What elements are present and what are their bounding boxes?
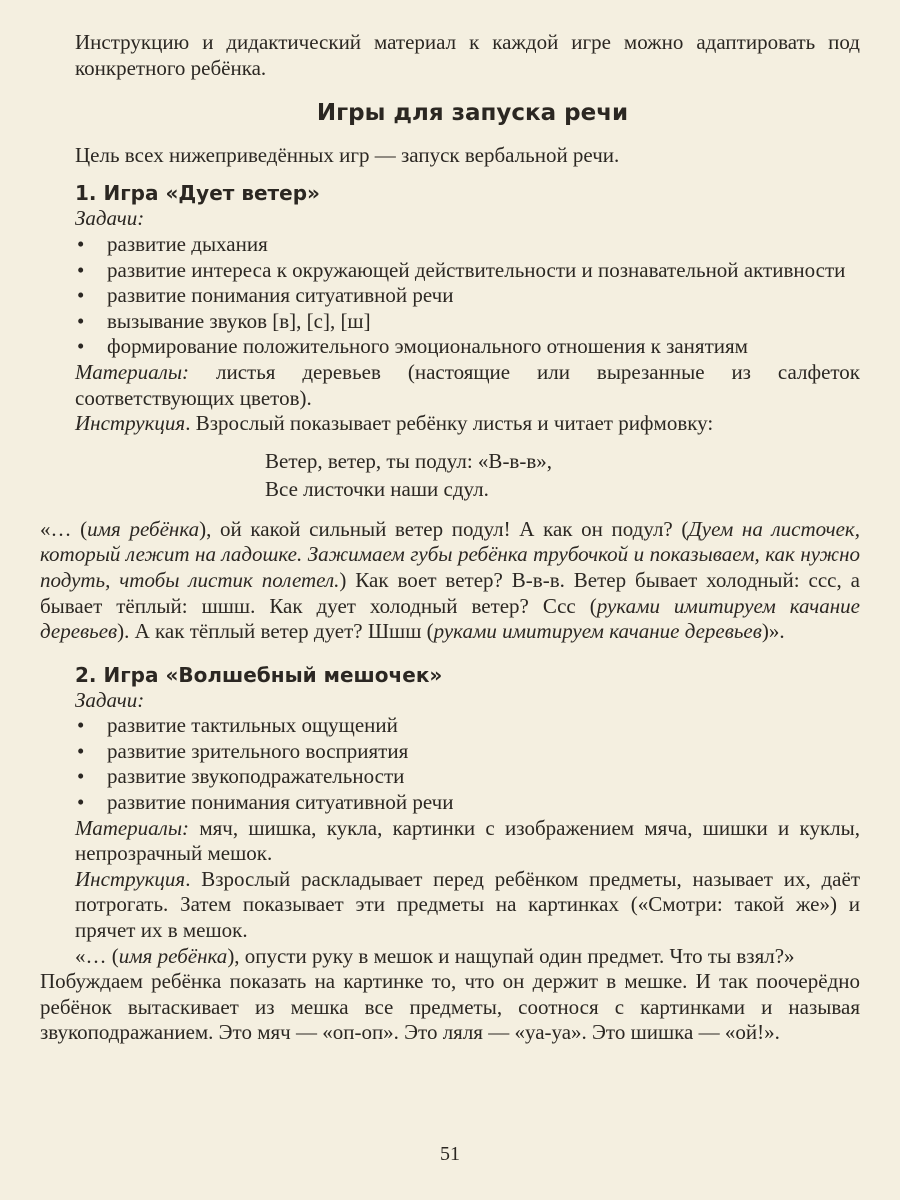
list-item: • развитие понимания ситуативной речи bbox=[77, 790, 454, 815]
game2-dialog: «… (имя ребёнка), опусти руку в мешок и нащупай один предмет. Что ты взял?» bbox=[75, 943, 795, 968]
game1-task-list bbox=[75, 232, 860, 360]
list-item: • развитие звукоподражательности bbox=[77, 764, 405, 789]
game1-instruction: Инструкция. Взрослый показывает ребёнку листья и читает рифмовку: bbox=[75, 411, 714, 436]
game1-title: 1. Игра «Дует ветер» bbox=[75, 181, 320, 206]
list-item: • развитие дыхания bbox=[77, 231, 268, 256]
section-title: Игры для запуска речи bbox=[316, 100, 629, 127]
list-item: • развитие тактильных ощущений bbox=[77, 713, 398, 738]
list-item: • формирование положительного эмоционального отношения к занятиям bbox=[77, 334, 748, 359]
list-item: • развитие интереса к окружающей действительности и познавательной активности bbox=[77, 257, 846, 282]
poem-line: Ветер, ветер, ты подул: «В-в-в», bbox=[265, 448, 553, 473]
bullet-icon: • bbox=[77, 764, 85, 789]
goal-paragraph: Цель всех нижеприведённых игр — запуск вербальной речи. bbox=[75, 142, 620, 167]
game1-dialog: «… (имя ребёнка), ой какой сильный ветер подул! А как он подул? (Дуем на листочек, который лежит на ладошке. Зажимаем губы ребёнка трубочкой и показываем, как нужно подуть, чтобы листик полетел.) Как воет ветер? В-в-в. Ветер бывает холодный: ссс, а бывает тёплый: шшш. Как дует холодный ветер? Ссс (руками имитируем качание деревьев). А как тёплый ветер дует? Шшш (руками имитируем качание деревьев)». bbox=[40, 516, 861, 644]
intro-paragraph: Инструкцию и дидактический материал к каждой игре можно адаптировать под конкретного ребёнка. bbox=[75, 30, 860, 80]
list-item: • развитие зрительного восприятия bbox=[77, 738, 409, 763]
page-number: 51 bbox=[440, 1143, 460, 1165]
game2-final-paragraph: Побуждаем ребёнка показать на картинке то, что он держит в мешке. И так поочерёдно ребёнок вытаскивает из мешка все предметы, соотнося с картинками и называя звукоподражанием. Это мяч — «оп-оп». Это ляля — «уа-уа». Это шишка — «ой!». bbox=[40, 969, 860, 1045]
game2-instruction: Инструкция. Взрослый раскладывает перед ребёнком предметы, называет их, даёт потрогать. Затем показывает эти предметы на картинках («Смотри: такой же») и прячет их в мешок. bbox=[75, 866, 860, 943]
game1-tasks-label: Задачи: bbox=[75, 206, 145, 231]
game1-materials: Материалы: листья деревьев (настоящие или вырезанные из салфеток соответствующих цветов). bbox=[75, 359, 860, 410]
bullet-icon: • bbox=[77, 334, 85, 359]
bullet-icon: • bbox=[77, 738, 85, 763]
game2-title: 2. Игра «Волшебный мешочек» bbox=[75, 662, 443, 687]
bullet-icon: • bbox=[77, 308, 85, 333]
list-item: • развитие понимания ситуативной речи bbox=[77, 283, 454, 308]
game2-materials: Материалы: мяч, шишка, кукла, картинки с изображением мяча, шишки и куклы, непрозрачный мешок. bbox=[75, 815, 860, 866]
game2-tasks-label: Задачи: bbox=[75, 687, 145, 712]
bullet-icon: • bbox=[77, 231, 85, 256]
poem-line: Все листочки наши сдул. bbox=[265, 476, 489, 501]
poem bbox=[265, 447, 860, 503]
bullet-icon: • bbox=[77, 713, 85, 738]
list-item: • вызывание звуков [в], [с], [ш] bbox=[77, 308, 371, 333]
game2-task-list bbox=[75, 713, 860, 815]
bullet-icon: • bbox=[77, 790, 85, 815]
bullet-icon: • bbox=[77, 257, 85, 282]
bullet-icon: • bbox=[77, 283, 85, 308]
